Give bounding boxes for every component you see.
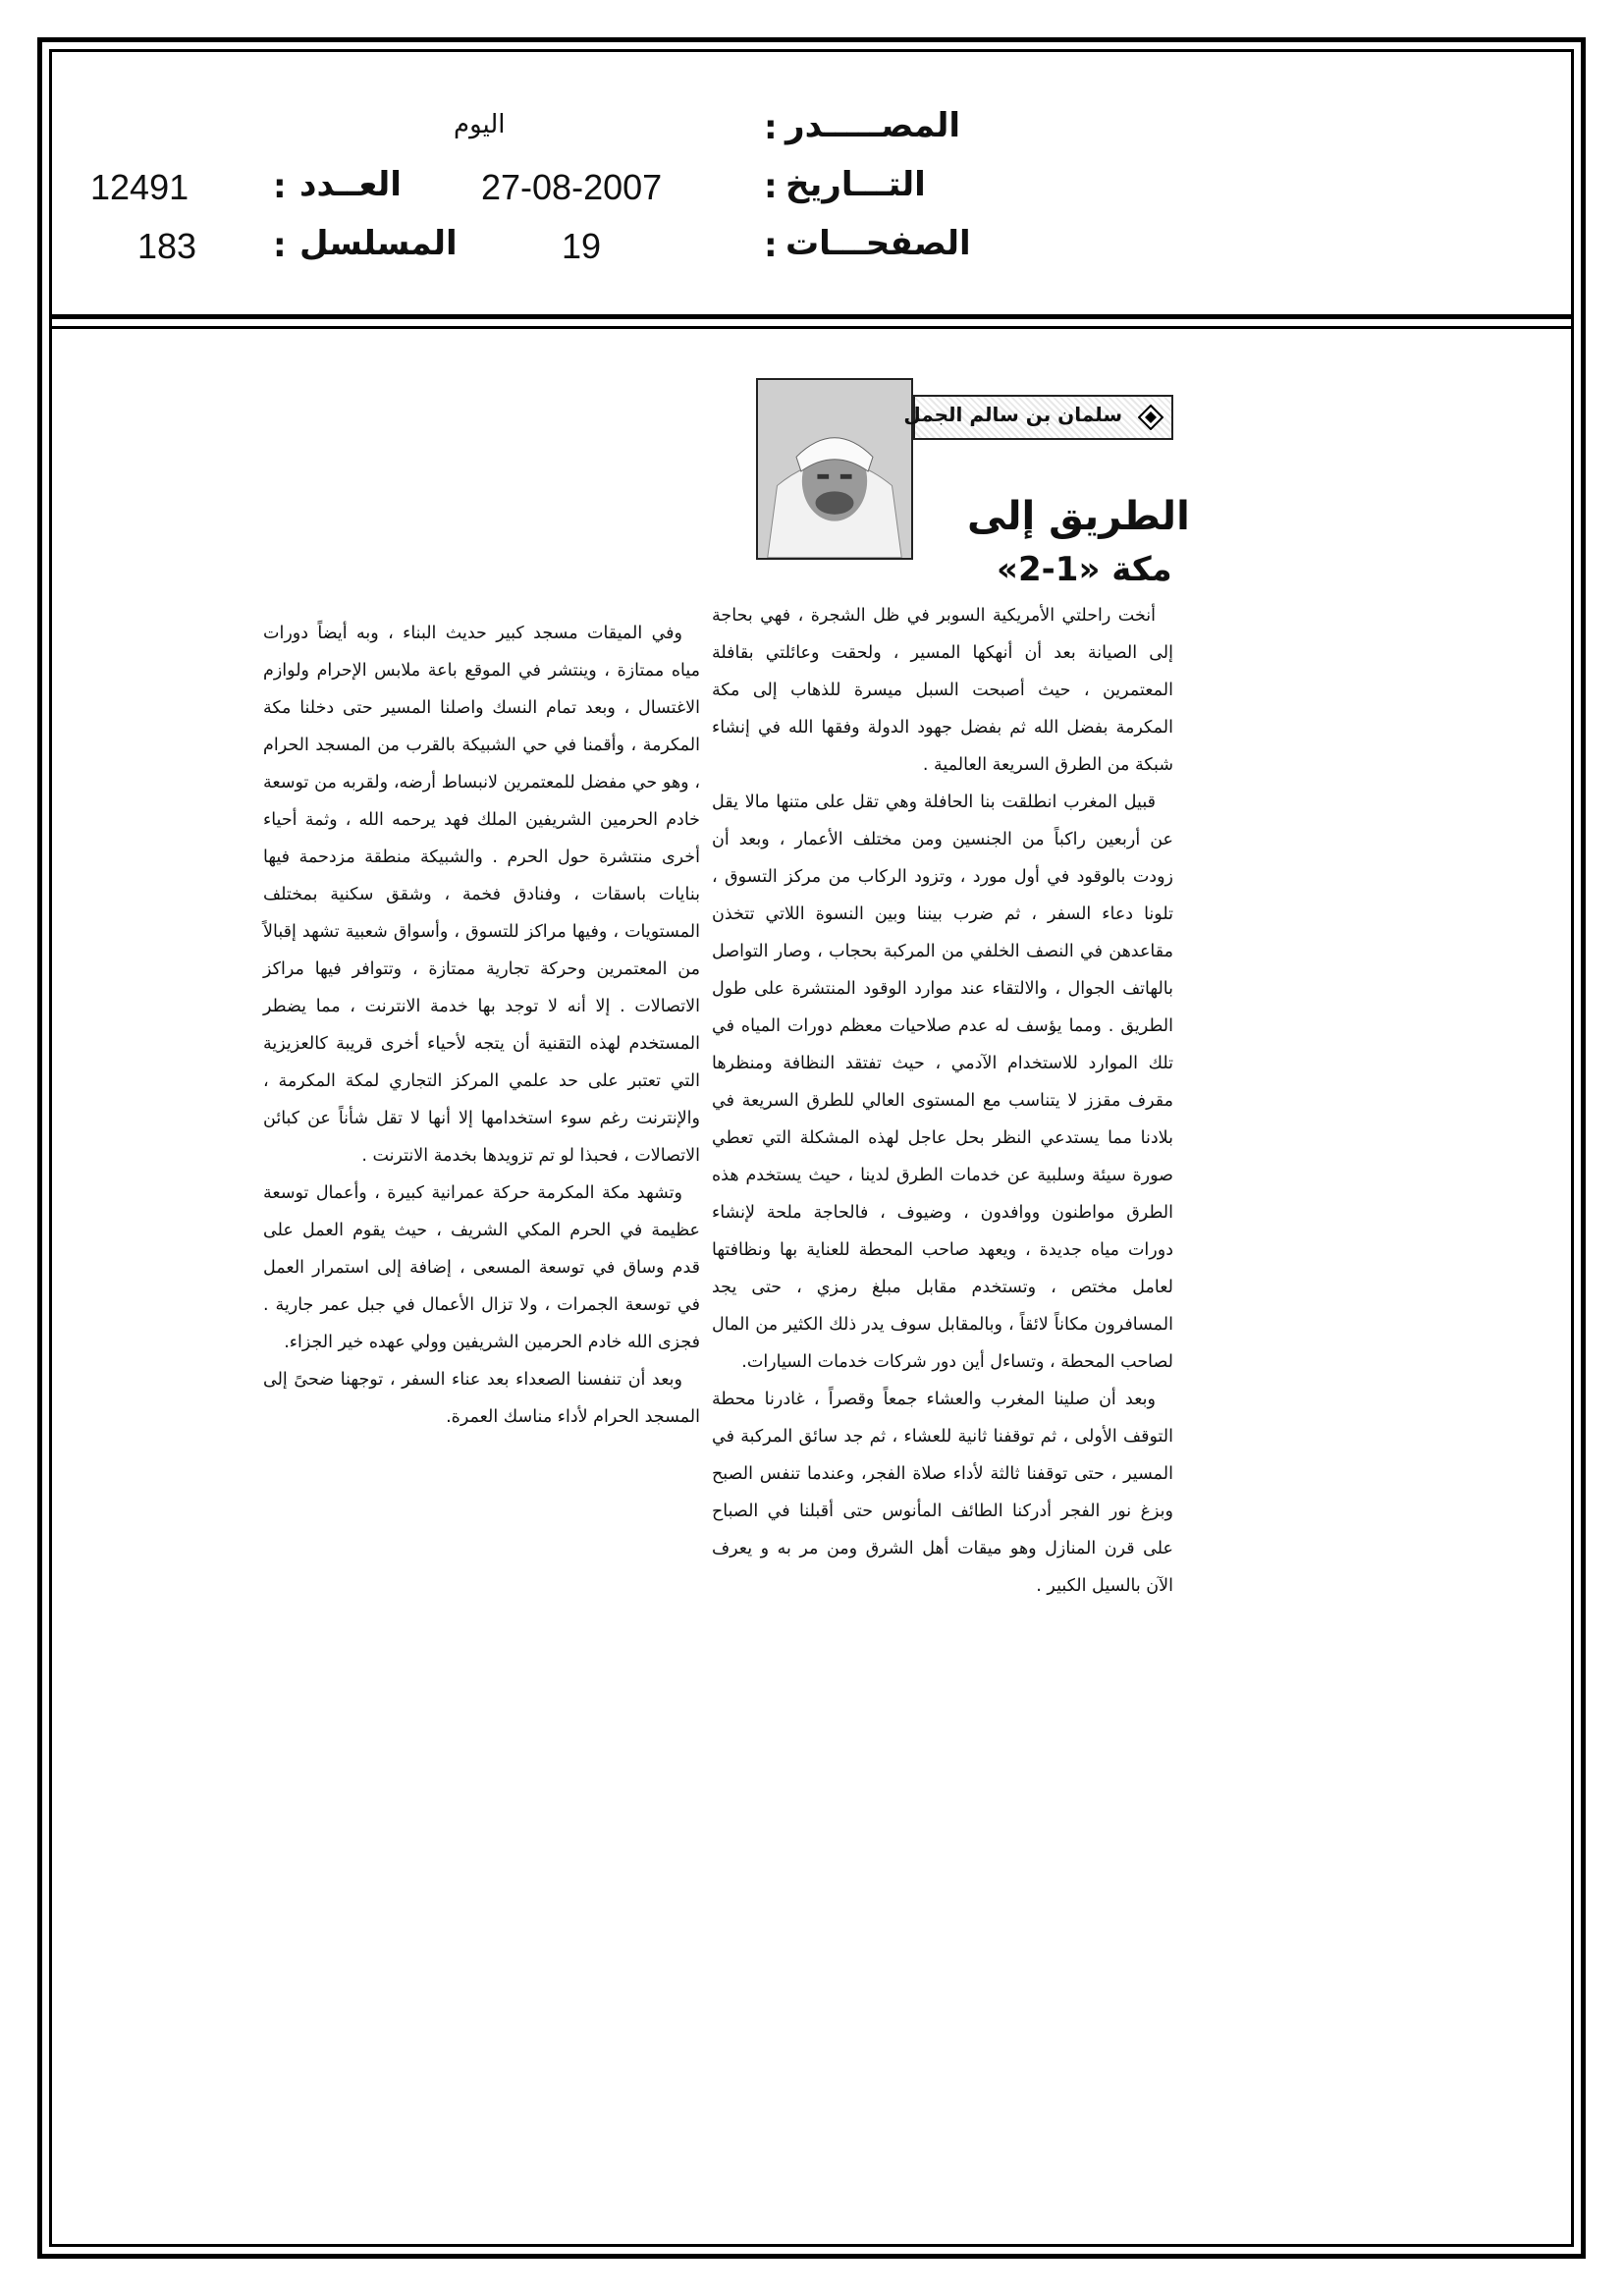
issue-label: العــدد [299,165,402,204]
source-colon: : [764,108,778,147]
paragraph: أنخت راحلتي الأمريكية السوبر في ظل الشجرة ، فهي بحاجة إلى الصيانة بعد أن أنهكها المسير ، ولحقت وعائلتي بقافلة المعتمرين ، حيث أصبحت السبل ميسرة للذهاب إلى مكة المكرمة بفضل الله ثم بفضل جهود الدولة وفقها الله في إنشاء شبكة من الطرق السريعة العالمية . [712,606,1173,775]
date-value: 27-08-2007 [481,167,663,207]
header-divider-thin [49,326,1574,329]
author-photo [756,378,913,560]
serial-colon: : [273,226,287,265]
article-title: الطريق إلى [967,494,1190,539]
date-colon: : [764,167,778,206]
author-banner [903,395,1173,440]
serial-value: 183 [137,226,197,266]
article-column-right [712,597,1173,1605]
author-portrait-icon [758,380,911,558]
paragraph: وبعد أن تنفسنا الصعداء بعد عناء السفر ، توجهنا ضحىً إلى المسجد الحرام لأداء مناسك العمرة. [263,1370,700,1427]
issue-value: 12491 [90,167,189,207]
source-label: المصـــــدر [785,106,961,145]
paragraph: وتشهد مكة المكرمة حركة عمرانية كبيرة ، وأعمال توسعة عظيمة في الحرم المكي الشريف ، حيث يقوم العمل على قدم وساق في توسعة المسعى ، إضافة إلى استمرار العمل في توسعة الجمرات ، ولا تزال الأعمال في جبل عمر جارية . فجزى الله خادم الحرمين الشريفين وولي عهده خير الجزاء. [263,1183,700,1352]
pages-colon: : [764,226,778,265]
author-name: سلمان بن سالم الجمل [903,403,1122,426]
article-column-left [263,615,700,1436]
pages-label: الصفحـــات [785,224,971,263]
paragraph: وبعد أن صلينا المغرب والعشاء جمعاً وقصراً ، غادرنا محطة التوقف الأولى ، ثم توقفنا ثانية للعشاء ، ثم جد سائق المركبة في المسير ، حتى توقفنا ثالثة لأداء صلاة الفجر، وعندما تنفس الصبح وبزغ نور الفجر أدركنا الطائف المأنوس حتى أقبلنا في الصباح على قرن المنازل وهو ميقات أهل الشرق ومن مر به و يعرف الآن بالسيل الكبير . [712,1390,1173,1596]
serial-label: المسلسل [299,224,458,263]
paragraph: قبيل المغرب انطلقت بنا الحافلة وهي تقل على متنها مالا يقل عن أربعين راكباً من الجنسين ومن مختلف الأعمار ، وبعد أن زودت بالوقود في أول مورد ، وتزود الركاب من مركز التسوق ، تلونا دعاء السفر ، ثم ضرب بيننا وبين النسوة اللاتي تتخذن مقاعدهن في النصف الخلفي من المركبة بحجاب ، وصار التواصل بالهاتف الجوال ، والالتقاء عند موارد الوقود المنتشرة على طول الطريق . ومما يؤسف له عدم صلاحيات معظم دورات المياه في تلك الموارد للاستخدام الآدمي ، حيث تفتقد النظافة ومنظرها مقرف مقزز لا يتناسب مع المستوى العالي للطرق السريعة في بلادنا مما يستدعي النظر بحل عاجل لهذه المشكلة التي تعطي صورة سيئة وسلبية عن خدمات الطرق لدينا ، حيث يستخدم هذه الطرق مواطنون ووافدون ، وضيوف ، فالحاجة ملحة لإنشاء دورات مياه جديدة ، ويعهد صاحب المحطة للعناية بها ونظافتها لعامل مختص ، وتستخدم مقابل مبلغ رمزي ، حتى يجد المسافرون مكاناً لائقاً ، وبالمقابل سوف يدر ذلك الكثير من المال لصاحب المحطة ، وتساءل أين دور شركات خدمات السيارات. [712,793,1173,1372]
paragraph: وفي الميقات مسجد كبير حديث البناء ، وبه أيضاً دورات مياه ممتازة ، وينتشر في الموقع باعة ملابس الإحرام ولوازم الاغتسال ، وبعد تمام النسك واصلنا المسير حتى دخلنا مكة المكرمة ، وأقمنا في حي الشبيكة بالقرب من المسجد الحرام ، وهو حي مفضل للمعتمرين لانبساط أرضه، ولقربه من توسعة خادم الحرمين الشريفين الملك فهد يرحمه الله ، وثمة أحياء أخرى منتشرة حول الحرم . والشبيكة منطقة مزدحمة فيها بنايات باسقات ، وفنادق فخمة ، وشقق سكنية بمختلف المستويات ، وفيها مراكز للتسوق ، وأسواق شعبية تشهد إقبالاً من المعتمرين وحركة تجارية ممتازة ، وتتوافر فيها مراكز الاتصالات . إلا أنه لا توجد بها خدمة الانترنت ، مما يضطر المستخدم لهذه التقنية أن يتجه لأحياء أخرى قريبة كالعزيزية التي تعتبر على حد علمي المركز التجاري لمكة المكرمة ، والإنترنت رغم سوء استخدامها إلا أنها لا تقل شأناً عن كبائن الاتصالات ، فحبذا لو تم تزويدها بخدمة الانترنت . [263,624,700,1166]
diamond-bullet-icon [1138,405,1163,430]
header-divider [49,314,1574,319]
issue-colon: : [273,167,287,206]
date-label: التـــاريخ [785,165,926,204]
pages-value: 19 [562,226,602,266]
source-value: اليوم [454,110,506,139]
article-subtitle: مكة «1-2» [997,550,1172,589]
